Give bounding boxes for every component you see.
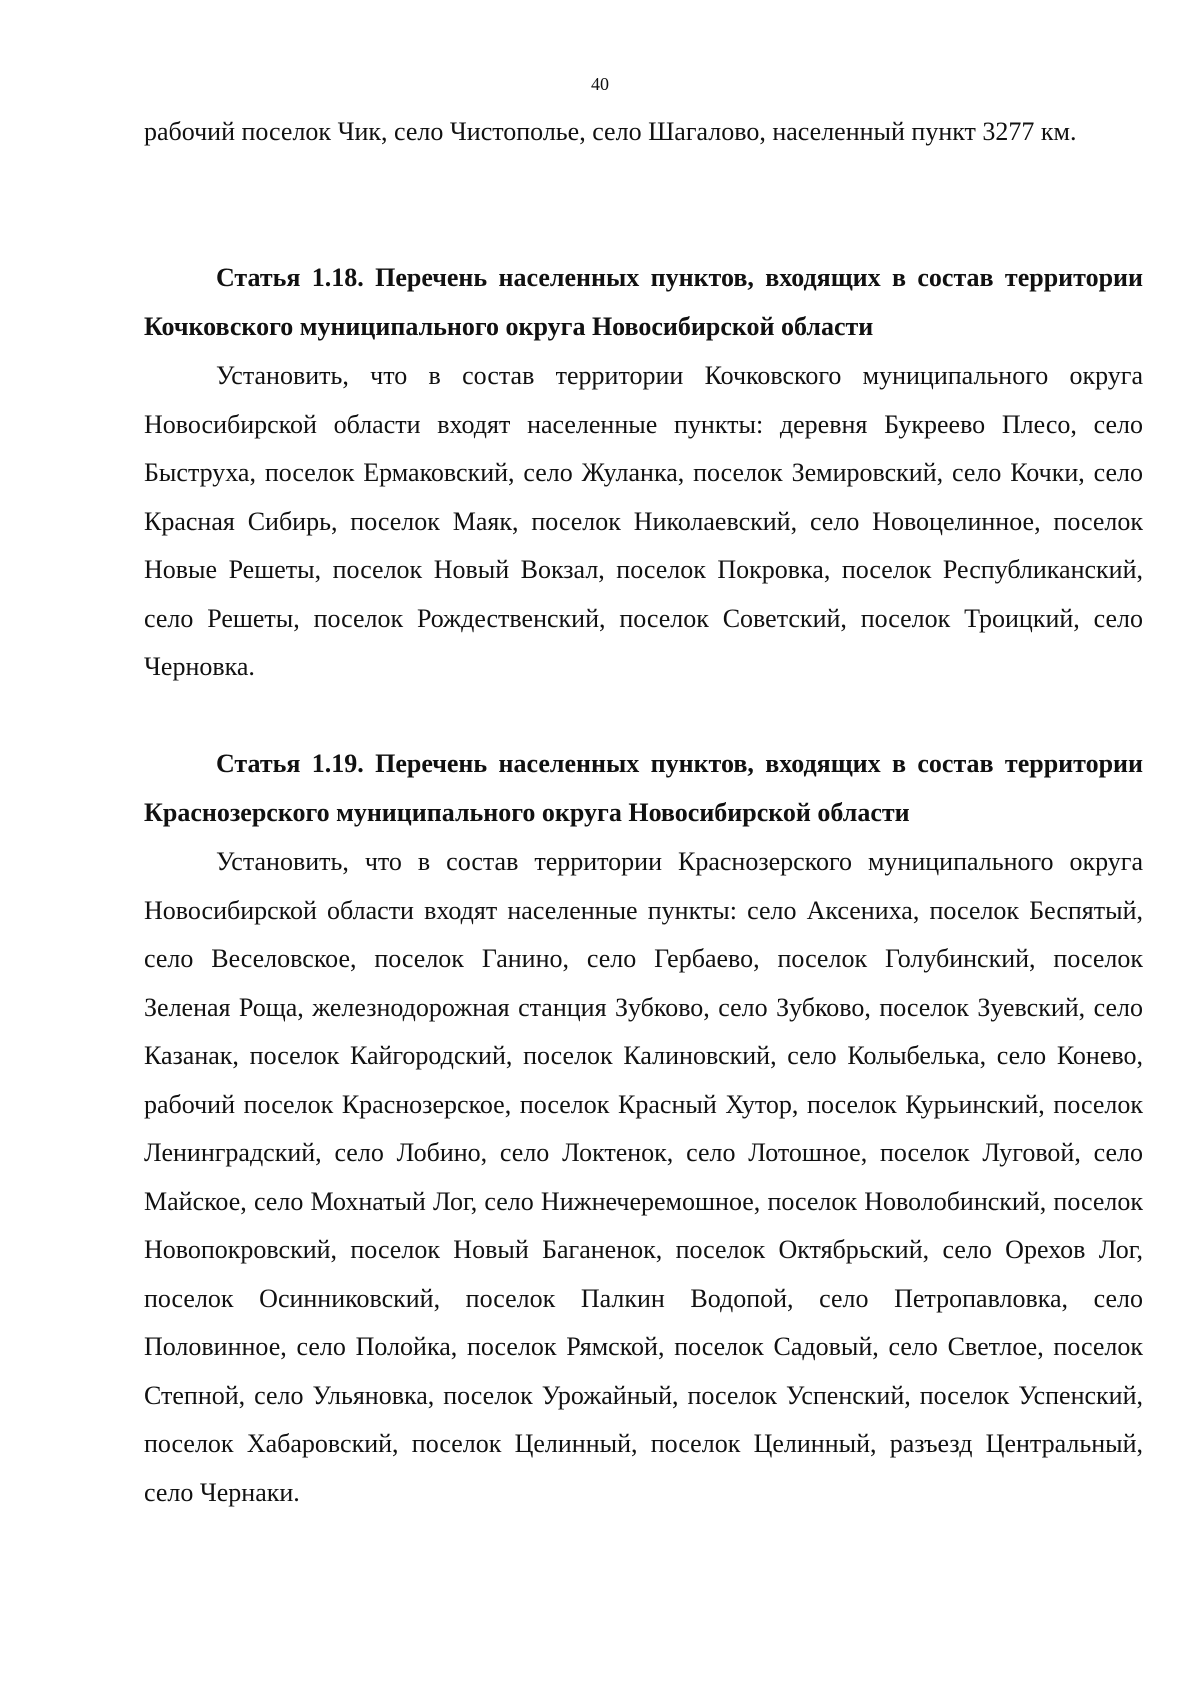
article-1-19-heading: Статья 1.19. Перечень населенных пунктов, входящих в состав территории Краснозерского муниципального округа Новосибирской области <box>144 749 1143 827</box>
article-1-18-heading: Статья 1.18. Перечень населенных пунктов, входящих в состав территории Кочковского муниципального округа Новосибирской области <box>144 263 1143 341</box>
continuation-paragraph: рабочий поселок Чик, село Чистополье, село Шагалово, населенный пункт 3277 км. <box>144 117 1077 146</box>
article-1-19-body: Установить, что в состав территории Краснозерского муниципального округа Новосибирской области входят населенные пункты: село Аксениха, поселок Беспятый, село Веселовское, поселок Ганино, село Гербаево, поселок Голубинский, поселок Зеленая Роща, железнодорожная станция Зубково, село Зубково, поселок Зуевский, село Казанак, поселок Кайгородский, поселок Калиновский, село Колыбелька, село Конево, рабочий поселок Краснозерское, поселок Красный Хутор, поселок Курьинский, поселок Ленинградский, село Лобино, село Локтенок, село Лотошное, поселок Луговой, село Майское, село Мохнатый Лог, село Нижнечеремошное, поселок Новолобинский, поселок Новопокровский, поселок Новый Баганенок, поселок Октябрьский, село Орехов Лог, поселок Осинниковский, поселок Палкин Водопой, село Петропавловка, село Половинное, село Полойка, поселок Рямской, поселок Садовый, село Светлое, поселок Степной, село Ульяновка, поселок Урожайный, поселок Успенский, поселок Успенский, поселок Хабаровский, поселок Целинный, поселок Целинный, разъезд Центральный, село Чернаки. <box>144 847 1143 1507</box>
article-1-18-body: Установить, что в состав территории Кочковского муниципального округа Новосибирской области входят населенные пункты: деревня Букреево Плесо, село Быструха, поселок Ермаковский, село Жуланка, поселок Земировский, село Кочки, село Красная Сибирь, поселок Маяк, поселок Николаевский, село Новоцелинное, поселок Новые Решеты, поселок Новый Вокзал, поселок Покровка, поселок Республиканский, село Решеты, поселок Рождественский, поселок Советский, поселок Троицкий, село Черновка. <box>144 361 1143 681</box>
page-number: 40 <box>591 74 609 94</box>
